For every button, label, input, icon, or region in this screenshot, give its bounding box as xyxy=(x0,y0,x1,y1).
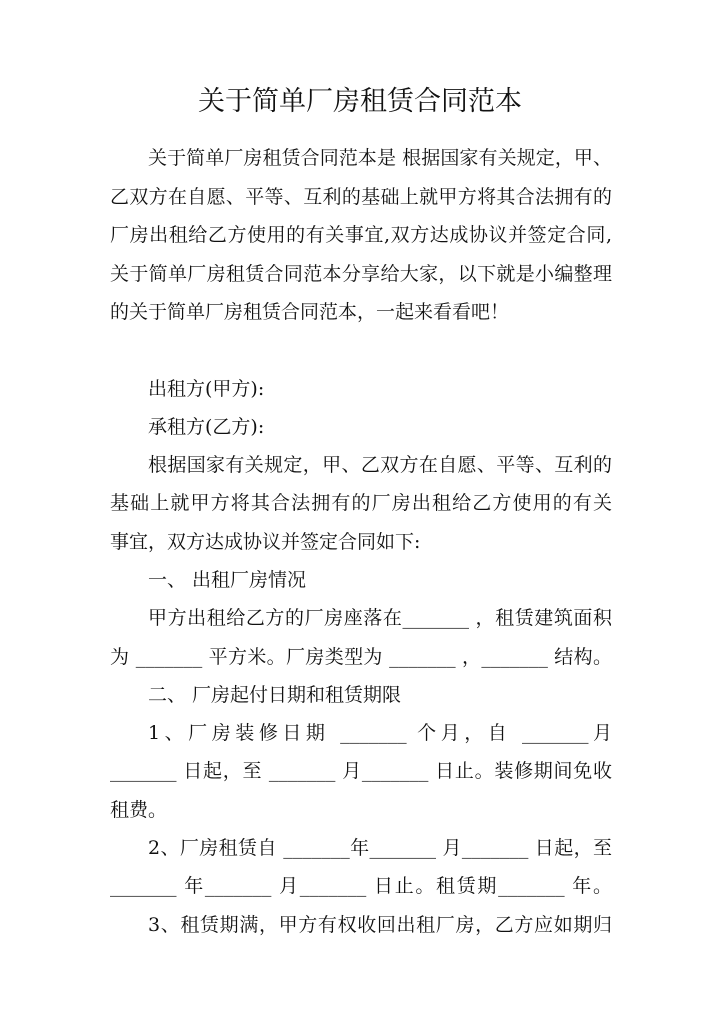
intro-line-1: 关于简单厂房租赁合同范本是 根据国家有关规定，甲、 xyxy=(148,147,612,169)
intro-line-2: 乙双方在自愿、平等、互利的基础上就甲方将其合法拥有的 xyxy=(110,186,612,208)
clause-1-line-1: 1、厂房装修日期 _______ 个月，自 _______月 xyxy=(148,722,612,744)
clause-1-line-2: _______ 日起，至 _______ 月_______ 日止。装修期间免收 xyxy=(110,760,612,782)
clause-3-line-1: 3、租赁期满，甲方有权收回出租厂房，乙方应如期归 xyxy=(148,914,612,936)
preamble-line-3: 事宜，双方达成协议并签定合同如下: xyxy=(110,531,421,553)
clause-2-line-1: 2、厂房租赁自 _______年_______ 月_______ 日起，至 xyxy=(148,837,612,859)
section-heading-1: 一、 出租厂房情况 xyxy=(148,569,307,591)
intro-line-4: 关于简单厂房租赁合同范本分享给大家，以下就是小编整理 xyxy=(110,263,612,285)
lessor-line: 出租方(甲方): xyxy=(148,378,265,400)
section1-line-2: 为 _______ 平方米。厂房类型为 _______ ，_______ 结构。 xyxy=(110,646,612,668)
intro-line-5: 的关于简单厂房租赁合同范本，一起来看看吧！ xyxy=(110,301,510,323)
clause-2-line-2: _______ 年_______ 月_______ 日止。租赁期_______ 年。 xyxy=(110,875,612,897)
section1-line-1: 甲方出租给乙方的厂房座落在_______ ，租赁建筑面积 xyxy=(148,607,612,629)
preamble-line-2: 基础上就甲方将其合法拥有的厂房出租给乙方使用的有关 xyxy=(110,492,612,514)
clause-1-line-3: 租费。 xyxy=(110,799,168,821)
document-title: 关于简单厂房租赁合同范本 xyxy=(198,86,522,117)
section-heading-2: 二、 厂房起付日期和租赁期限 xyxy=(148,684,402,706)
preamble-line-1: 根据国家有关规定，甲、乙双方在自愿、平等、互利的 xyxy=(148,454,612,476)
intro-line-3: 厂房出租给乙方使用的有关事宜,双方达成协议并签定合同, xyxy=(110,224,612,246)
lessee-line: 承租方(乙方): xyxy=(148,416,265,438)
